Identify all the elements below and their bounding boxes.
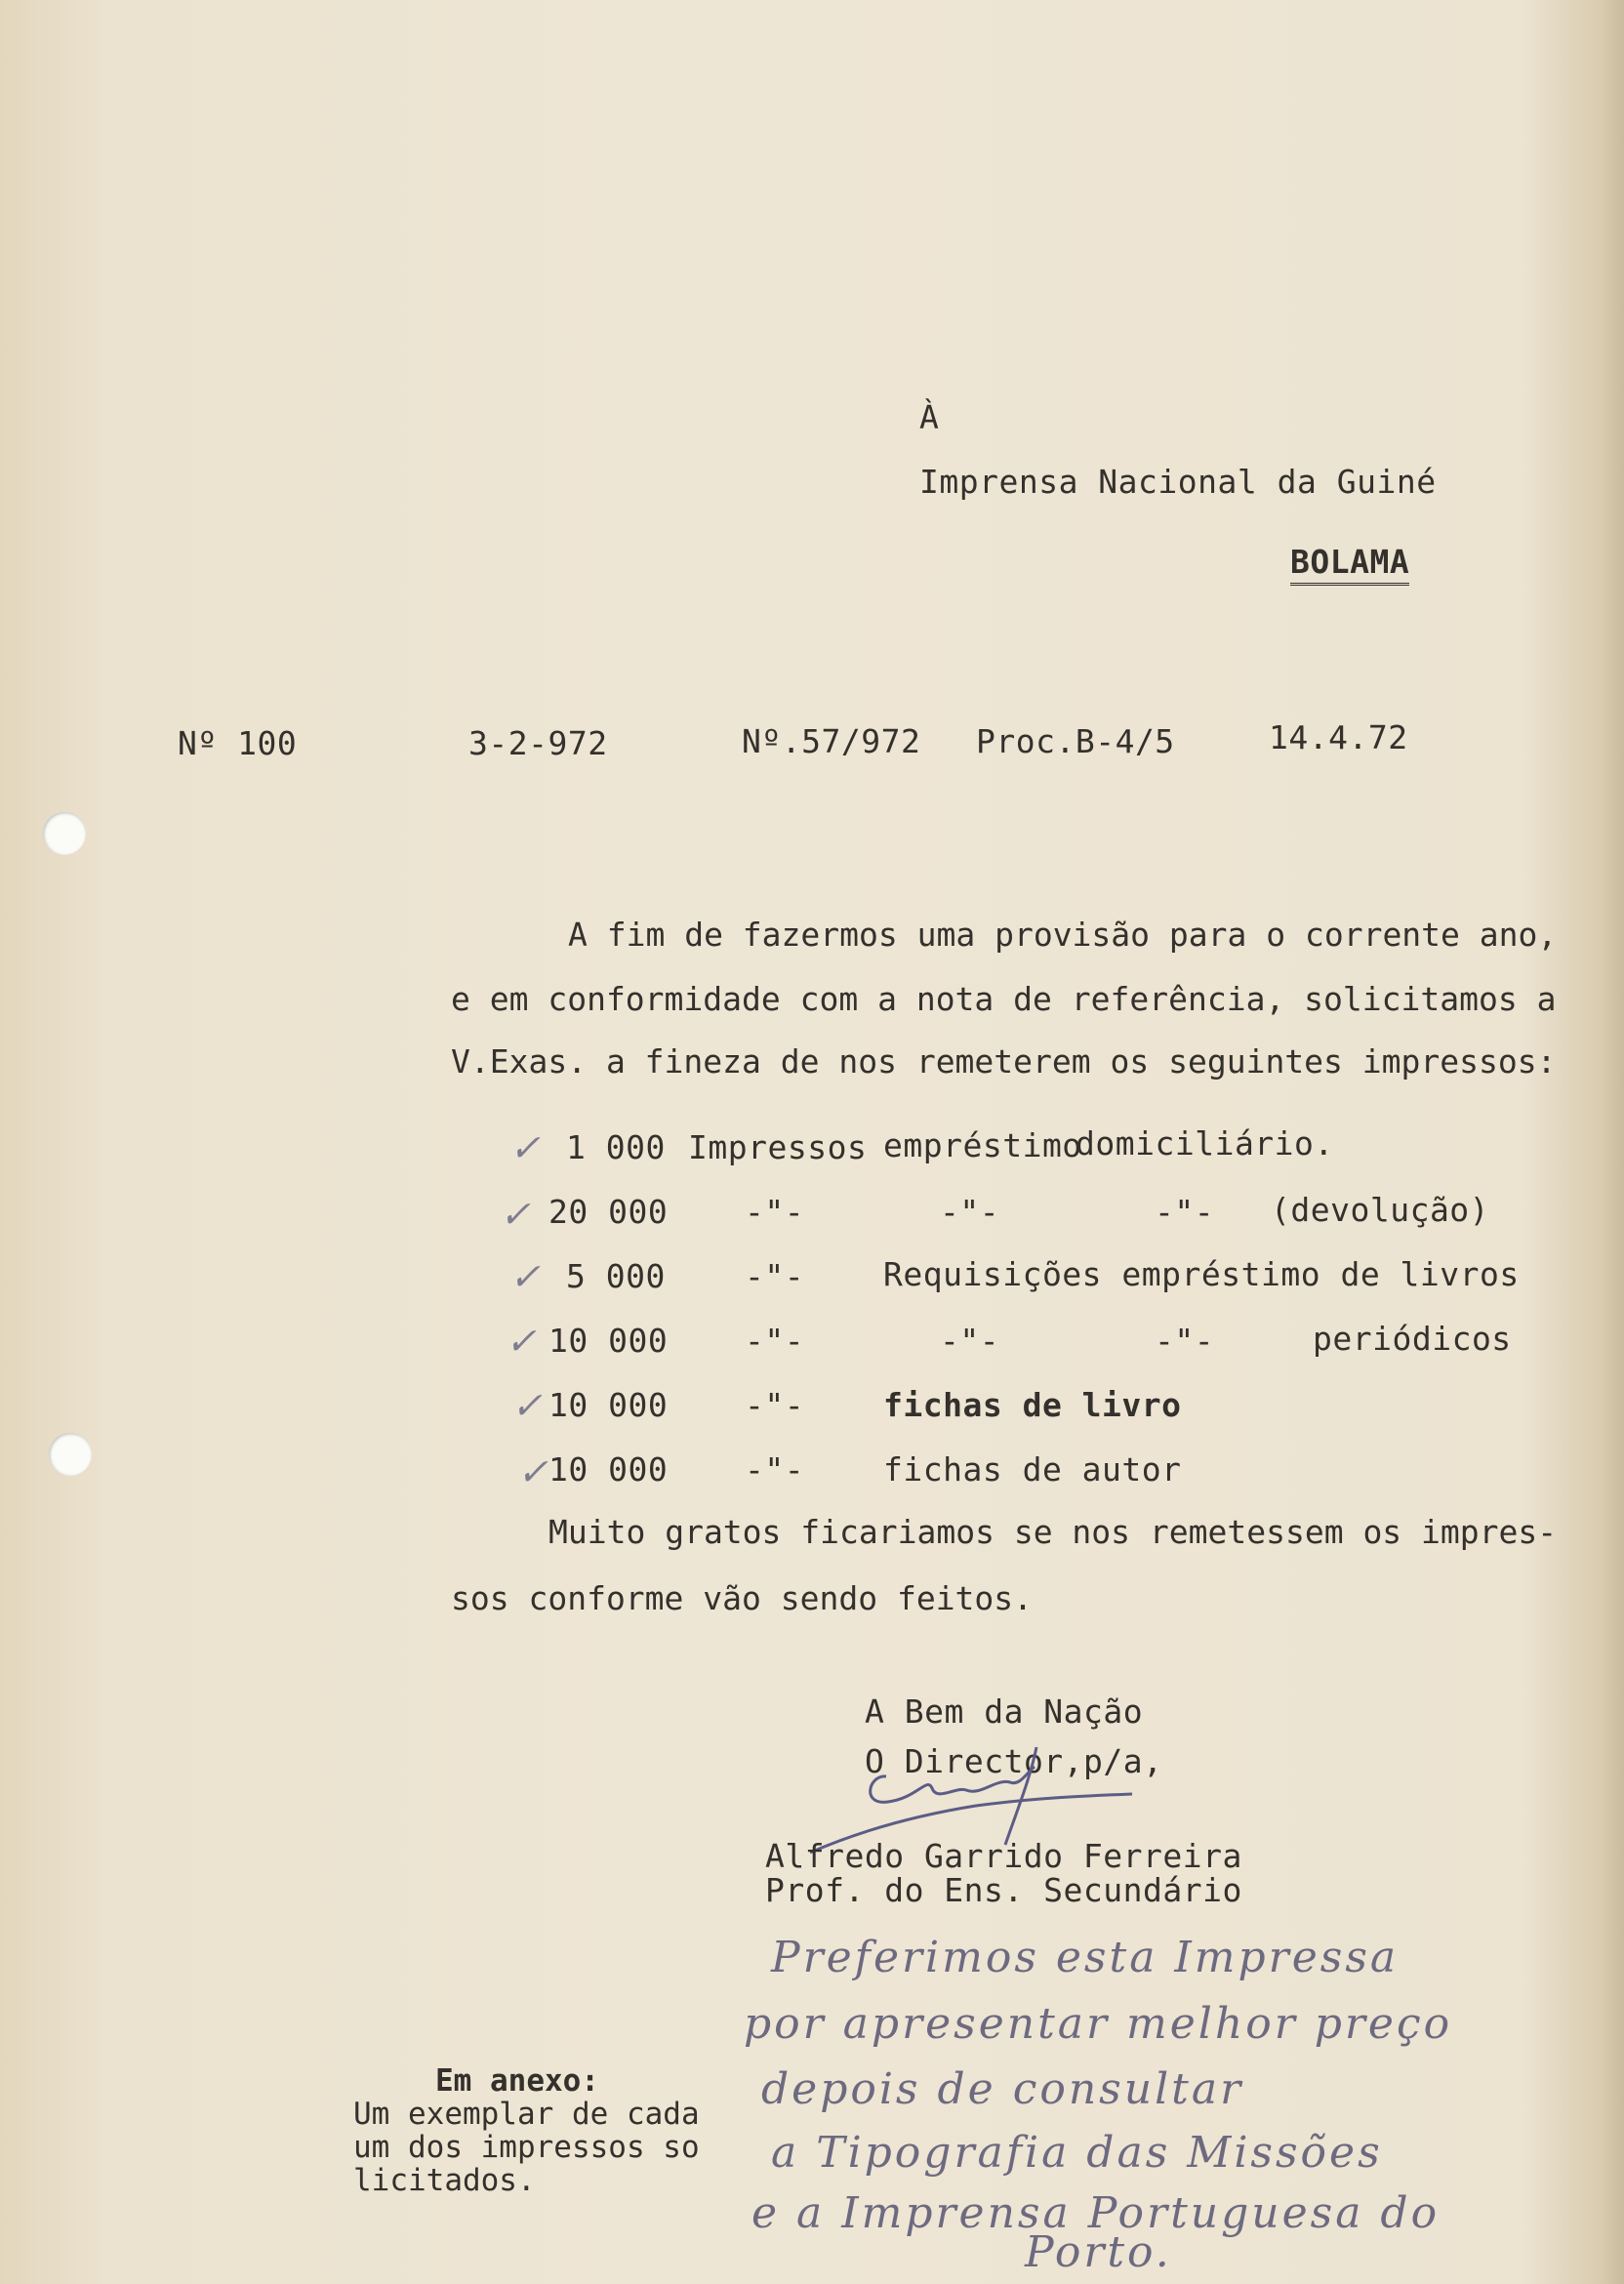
recipient-name: Imprensa Nacional da Guiné (919, 463, 1437, 501)
item-description: -"- (940, 1322, 1000, 1360)
recipient-city: BOLAMA (1290, 543, 1409, 581)
annex-line-1: Um exemplar de cada (353, 2097, 700, 2132)
punch-hole-bottom (49, 1433, 92, 1476)
item-description: empréstimo (883, 1126, 1082, 1164)
intro-line-3: V.Exas. a fineza de nos remeterem os seguintes impressos: (451, 1042, 1557, 1081)
handwritten-note-line-5: e a Imprensa Portuguesa do (751, 2188, 1441, 2238)
closing-line-1: Muito gratos ficariamos se nos remetessem os impres- (548, 1513, 1558, 1551)
signatory-title: Prof. do Ens. Secundário (765, 1871, 1242, 1909)
item-description: domiciliário. (1076, 1124, 1334, 1162)
signatory-name: Alfredo Garrido Ferreira (765, 1837, 1242, 1875)
handwritten-note-line-4: a Tipografia das Missões (771, 2128, 1383, 2178)
item-quantity: 10 000 (548, 1386, 669, 1424)
intro-line-2: e em conformidade com a nota de referência, solicitamos a (451, 980, 1557, 1018)
item-description: Requisições empréstimo de livros (883, 1255, 1520, 1293)
check-mark-icon: ✓ (511, 1384, 543, 1427)
item-quantity: 10 000 (548, 1322, 669, 1360)
check-mark-icon: ✓ (509, 1255, 541, 1298)
annex-line-3: licitados. (353, 2163, 536, 2198)
handwritten-note-line-3: depois de consultar (761, 2064, 1244, 2114)
item-description: -"- (745, 1257, 805, 1295)
intro-line-1: A fim de fazermos uma provisão para o corrente ano, (568, 916, 1558, 954)
item-description: -"- (1155, 1322, 1215, 1360)
handwritten-note-line-2: por apresentar melhor preço (744, 1999, 1453, 2049)
item-quantity: 5 000 (566, 1257, 666, 1295)
handwritten-note-line-1: Preferimos esta Impressa (771, 1933, 1400, 1982)
handwritten-note-line-6: Porto. (1025, 2227, 1172, 2277)
item-quantity: 1 000 (566, 1128, 666, 1166)
salutation: A Bem da Nação (865, 1693, 1144, 1731)
item-description: -"- (745, 1193, 805, 1231)
item-description: -"- (745, 1322, 805, 1360)
check-mark-icon: ✓ (500, 1193, 531, 1236)
reference-date: 14.4.72 (1269, 718, 1408, 756)
check-mark-icon: ✓ (506, 1320, 537, 1363)
item-description: periódicos (1313, 1320, 1512, 1358)
process-number: Proc.B-4/5 (976, 722, 1175, 760)
check-mark-icon: ✓ (509, 1126, 541, 1169)
item-description: -"- (745, 1450, 805, 1489)
closing-line-2: sos conforme vão sendo feitos. (451, 1579, 1034, 1617)
recipient-prefix: À (919, 398, 940, 436)
annex-label: Em anexo: (435, 2063, 599, 2099)
annex-line-2: um dos impressos so (353, 2130, 700, 2165)
reference-number: Nº.57/972 (742, 722, 921, 760)
item-description: -"- (745, 1386, 805, 1424)
item-description: Impressos (688, 1128, 868, 1166)
item-description: -"- (1155, 1193, 1215, 1231)
item-quantity: 20 000 (548, 1193, 669, 1231)
signatory-role: O Director,p/a, (865, 1742, 1163, 1780)
letter-date: 3-2-972 (468, 724, 608, 762)
item-description: -"- (940, 1193, 1000, 1231)
check-mark-icon: ✓ (517, 1450, 548, 1493)
item-description: fichas de autor (883, 1450, 1182, 1489)
item-description: fichas de livro (883, 1386, 1182, 1424)
item-description: (devolução) (1271, 1191, 1490, 1229)
item-quantity: 10 000 (548, 1450, 669, 1489)
annex-block (353, 2064, 700, 2197)
punch-hole-top (43, 812, 86, 855)
letter-number: Nº 100 (178, 724, 298, 762)
